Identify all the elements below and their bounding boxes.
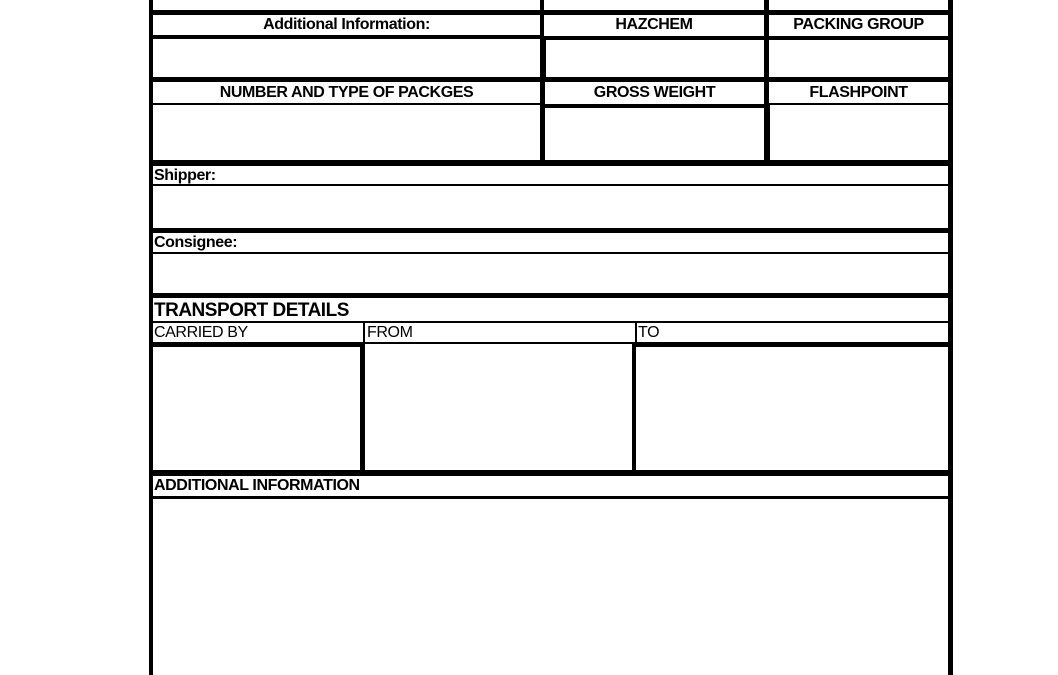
gross-weight-field[interactable] — [545, 108, 764, 160]
additional-information-section-label: ADDITIONAL INFORMATION — [154, 477, 360, 494]
hazchem-field[interactable] — [546, 40, 764, 77]
consignee-label: Consignee: — [154, 234, 238, 251]
to-label: TO — [638, 324, 660, 341]
consignee-field[interactable] — [153, 254, 948, 293]
shipper-label: Shipper: — [154, 167, 216, 184]
from-label: FROM — [367, 324, 413, 341]
divider-line — [149, 77, 953, 82]
additional-information-header: Additional Information: — [263, 16, 430, 33]
flashpoint-header: FLASHPOINT — [809, 84, 908, 101]
carried-by-label: CARRIED BY — [154, 324, 248, 341]
form-right-border — [948, 0, 953, 675]
transport-details-title: TRANSPORT DETAILS — [154, 300, 349, 321]
additional-information-section-field[interactable] — [153, 499, 948, 675]
flashpoint-field[interactable] — [770, 105, 948, 160]
packages-header: NUMBER AND TYPE OF PACKGES — [219, 84, 474, 101]
hazchem-header: HAZCHEM — [615, 16, 693, 33]
packing-group-field[interactable] — [769, 40, 948, 77]
packages-field[interactable] — [153, 105, 540, 160]
additional-information-field[interactable] — [153, 39, 540, 77]
gross-weight-header: GROSS WEIGHT — [593, 84, 716, 101]
shipper-field[interactable] — [153, 186, 948, 228]
divider-line — [149, 321, 953, 323]
divider-line — [149, 10, 953, 15]
transport-divider-2 — [635, 323, 637, 343]
divider-line — [149, 293, 953, 298]
to-field[interactable] — [636, 347, 948, 470]
from-field[interactable] — [365, 344, 632, 470]
carried-by-field[interactable] — [153, 347, 360, 470]
transport-divider-1 — [363, 323, 365, 343]
divider-line — [149, 160, 953, 166]
packing-group-header: PACKING GROUP — [793, 16, 924, 33]
divider-line — [149, 228, 953, 233]
divider-line — [149, 470, 953, 476]
